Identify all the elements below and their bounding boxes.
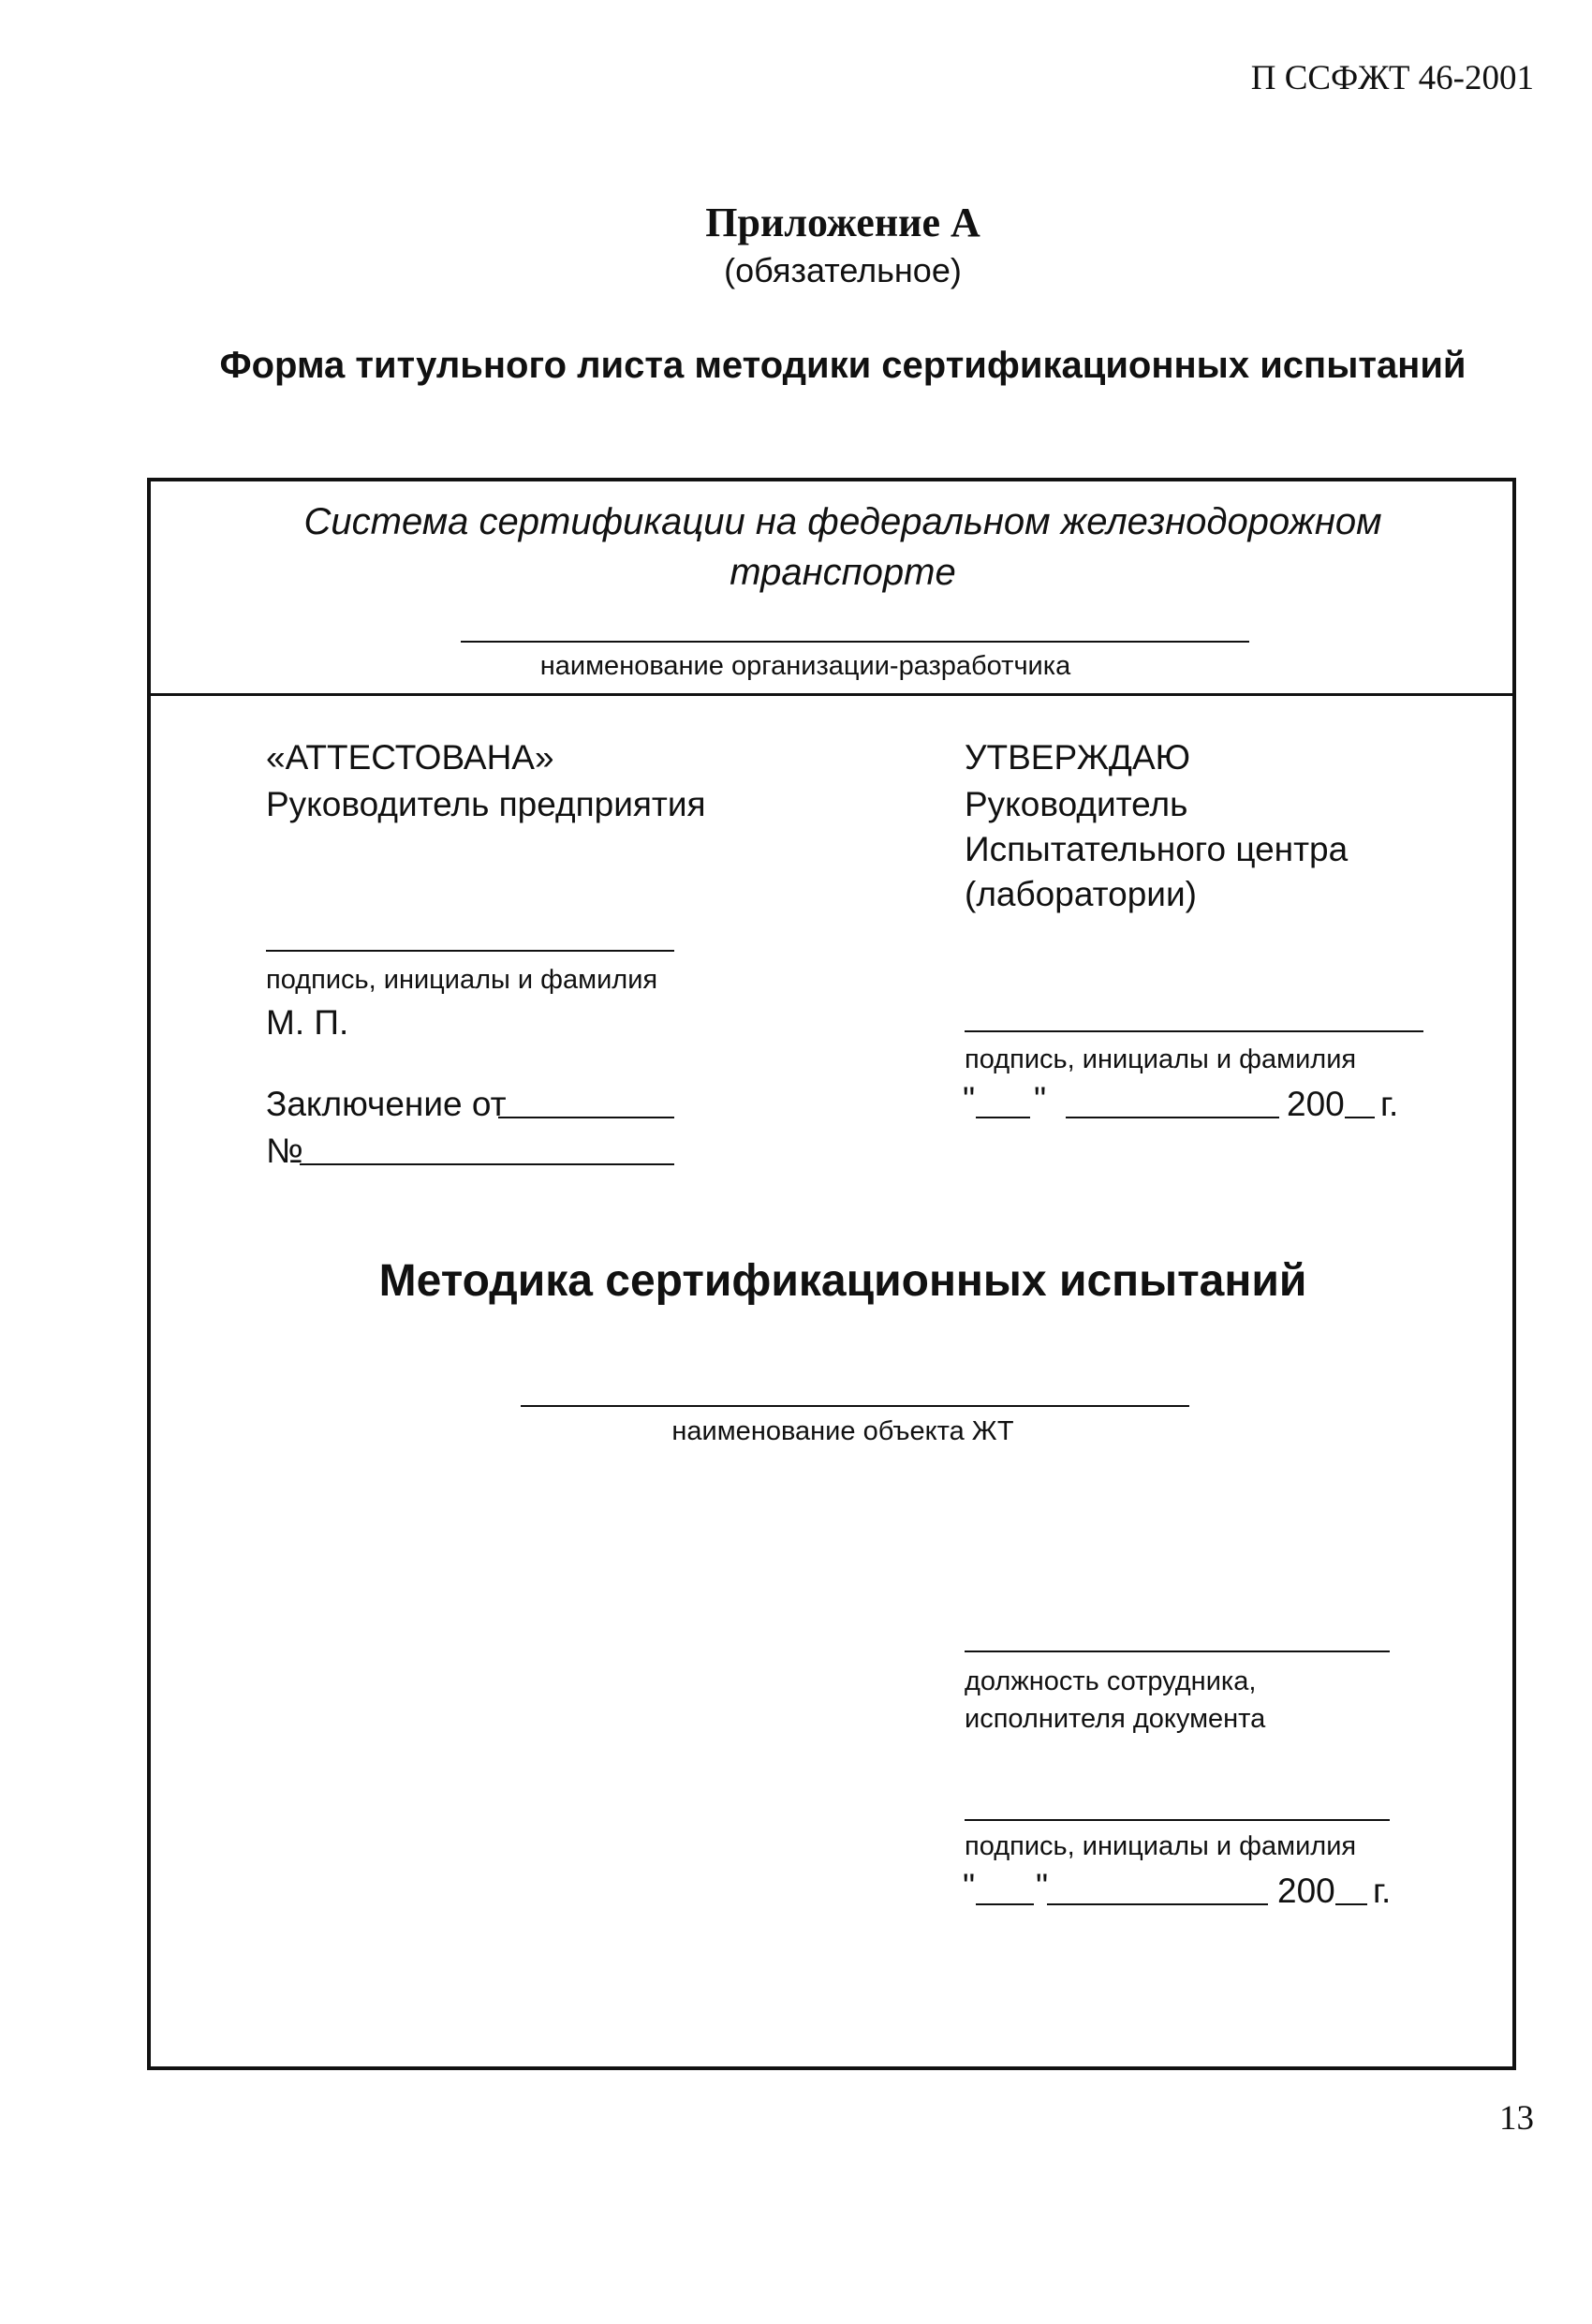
right-date-open-quote: ": [963, 1080, 976, 1118]
executor-date-year-line: [1335, 1903, 1367, 1905]
page-number: 13: [1499, 2099, 1534, 2138]
left-signature-label: подпись, инициалы и фамилия: [266, 965, 658, 995]
executor-signature-label: подпись, инициалы и фамилия: [965, 1831, 1357, 1861]
executor-signature-line: [965, 1819, 1390, 1821]
object-label: наименование объекта ЖТ: [671, 1416, 1014, 1446]
certification-system-name: Система сертификации на федеральном железнодорожном транспорте: [303, 501, 1382, 593]
right-date-year: 200: [1287, 1085, 1345, 1123]
right-date-close-quote: ": [1034, 1080, 1047, 1118]
right-date-month-line: [1066, 1117, 1279, 1118]
developer-org-label: наименование организации-разработчика: [539, 651, 1071, 681]
executor-date-year: 200: [1277, 1872, 1335, 1910]
conclusion-label: Заключение от: [266, 1085, 507, 1123]
appendix-note: (обязательное): [724, 251, 962, 289]
frame-divider: [150, 693, 1513, 696]
object-name-line: [521, 1405, 1189, 1407]
developer-org-line: [461, 641, 1249, 643]
position-line: [965, 1650, 1390, 1652]
right-head-label: Руководитель Испытательного центра (лаборатории): [965, 785, 1349, 913]
right-date-year-line: [1345, 1117, 1375, 1118]
executor-date-day-line: [976, 1903, 1034, 1905]
executor-date-open-quote: ": [963, 1867, 976, 1905]
number-line: [300, 1163, 674, 1165]
approve-label: УТВЕРЖДАЮ: [965, 738, 1191, 777]
appendix-title: Приложение А: [705, 200, 980, 245]
number-label: №: [266, 1132, 303, 1170]
right-signature-line: [965, 1030, 1423, 1032]
form-title: Форма титульного листа методики сертификационных испытаний: [219, 345, 1467, 386]
method-title: Методика сертификационных испытаний: [378, 1256, 1307, 1306]
right-date-year-suffix: г.: [1380, 1085, 1399, 1123]
executor-date-year-suffix: г.: [1373, 1872, 1392, 1910]
left-signature-line: [266, 950, 674, 952]
executor-date-month-line: [1047, 1903, 1268, 1905]
document-code: П ССФЖТ 46-2001: [1250, 59, 1534, 97]
conclusion-date-line: [498, 1117, 674, 1118]
right-date-day-line: [976, 1117, 1030, 1118]
attested-label: «АТТЕСТОВАНА»: [266, 738, 554, 777]
stamp-label: М. П.: [266, 1003, 349, 1042]
left-head-label: Руководитель предприятия: [266, 785, 706, 823]
position-label: должность сотрудника, исполнителя документа: [965, 1666, 1266, 1734]
right-signature-label: подпись, инициалы и фамилия: [965, 1044, 1357, 1074]
executor-date-close-quote: ": [1036, 1867, 1049, 1905]
